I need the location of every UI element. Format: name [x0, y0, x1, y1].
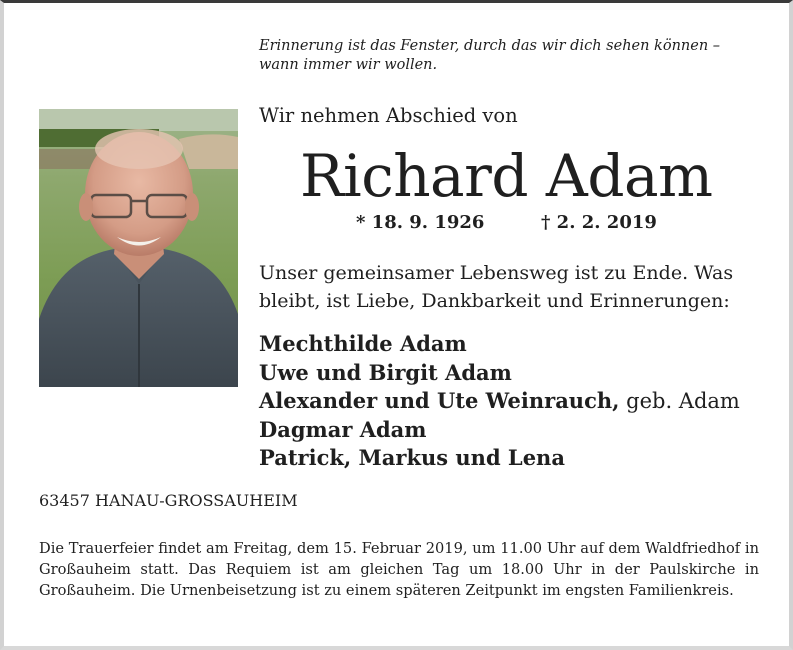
mourner-suffix: geb. Adam — [619, 389, 740, 413]
mourners-list — [259, 330, 769, 473]
mourner-item — [259, 444, 769, 473]
portrait-photo — [39, 109, 238, 387]
mourner-item — [259, 387, 769, 416]
death-date: † 2. 2. 2019 — [541, 212, 657, 233]
mourner-names: Uwe und Birgit Adam — [259, 359, 512, 385]
farewell-intro: Wir nehmen Abschied von — [259, 104, 518, 127]
quote-line: wann immer wir wollen. — [259, 57, 438, 73]
mourner-names: Alexander und Ute Weinrauch, — [259, 388, 620, 413]
deceased-name: Richard Adam — [300, 142, 713, 210]
mourner-item — [259, 359, 769, 388]
service-details: Die Trauerfeier findet am Freitag, dem 15. Februar 2019, um 11.00 Uhr auf dem Waldfriedhof in Großauheim statt. Das Requiem ist am gleichen Tag um 18.00 Uhr in der Paulskirche in Großauheim. Die Urnenbeisetzung ist zu einem späteren Zeitpunkt im engsten Familienkreis. — [39, 540, 759, 599]
farewell-message — [259, 259, 764, 315]
mourner-names: Mechthilde Adam — [259, 331, 467, 356]
location: 63457 HANAU-GROSSAUHEIM — [39, 491, 298, 510]
mourner-names: Dagmar Adam — [259, 416, 427, 442]
quote-line: Erinnerung ist das Fenster, durch das wir dich sehen können – — [259, 38, 721, 54]
message-line: Unser gemeinsamer Lebensweg ist zu Ende. Was — [259, 262, 734, 284]
birth-date: * 18. 9. 1926 — [356, 212, 485, 233]
mourner-item — [259, 416, 769, 445]
memorial-quote — [259, 37, 759, 75]
mourner-names: Patrick, Markus und Lena — [259, 445, 565, 470]
message-line: bleibt, ist Liebe, Dankbarkeit und Erinnerungen: — [259, 290, 730, 312]
mourner-item — [259, 330, 769, 359]
